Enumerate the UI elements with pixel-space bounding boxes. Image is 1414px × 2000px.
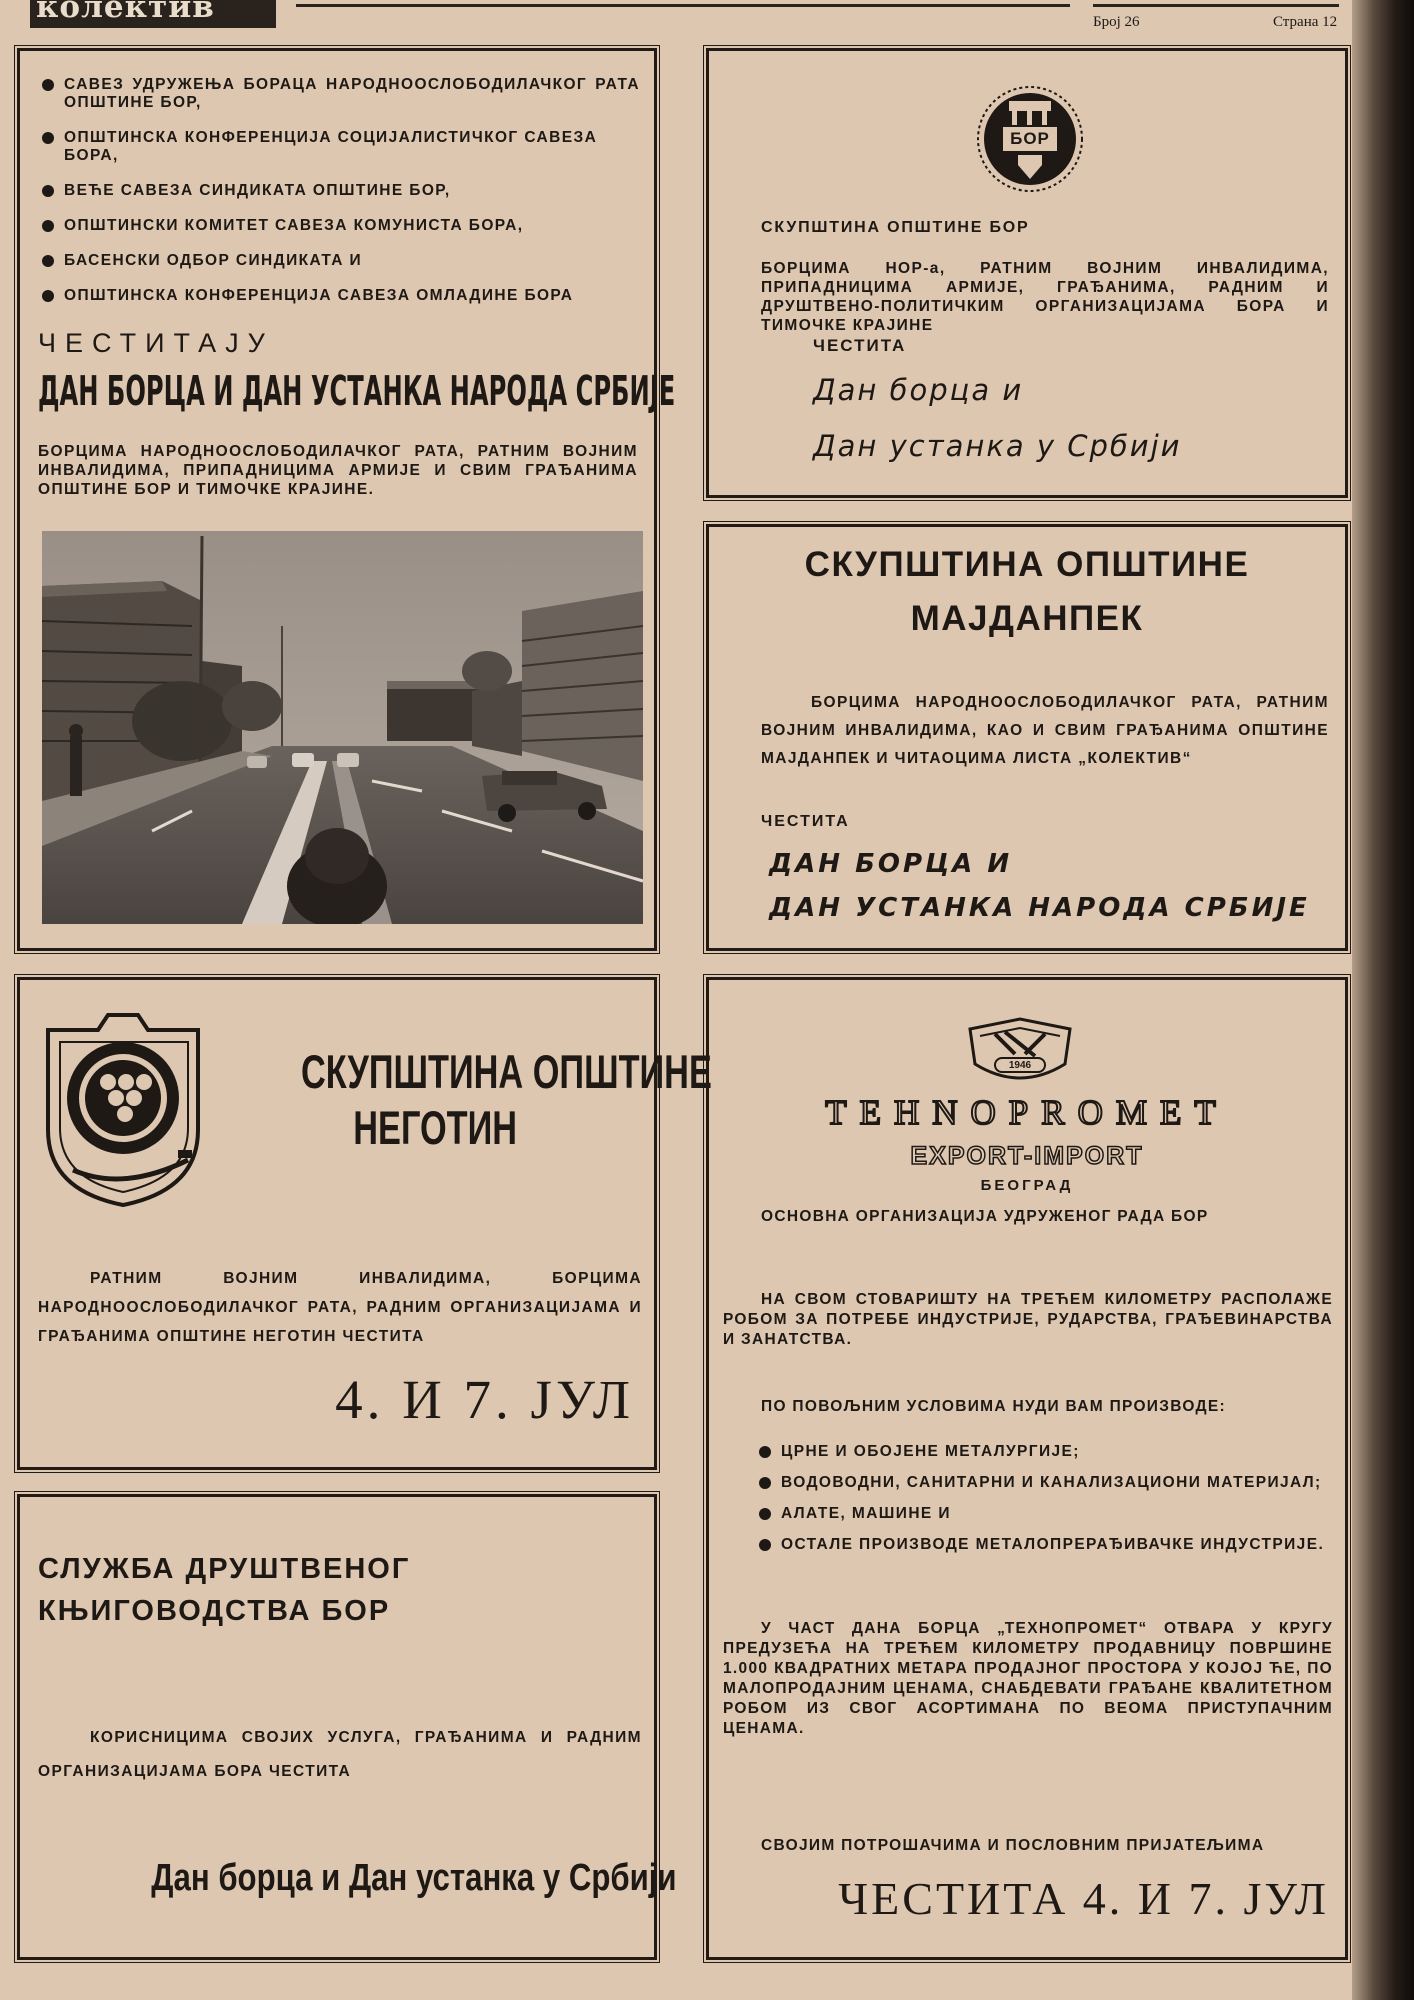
bullet-icon <box>42 220 54 232</box>
headline: ДАН БОРЦА И ДАН УСТАНКА НАРОДА СРБИЈЕ <box>38 367 676 415</box>
organization-item: ОПШТИНСКИ КОМИТЕТ САВЕЗА КОМУНИСТА БОРА, <box>40 217 640 235</box>
binding-shadow <box>1352 0 1414 2000</box>
greeting-verb: ЧЕСТИТА <box>813 336 907 355</box>
ad-skupstina-bor <box>706 48 1348 498</box>
product-item: ВОДОВОДНИ, САНИТАРНИ И КАНАЛИЗАЦИОНИ МАТЕРИЈАЛ; <box>757 1474 1335 1492</box>
ad-skupstina-majdanpek <box>706 524 1348 951</box>
product-item: ЦРНЕ И ОБОЈЕНЕ МЕТАЛУРГИЈЕ; <box>757 1443 1335 1461</box>
logo-year: 1946 <box>1008 1060 1032 1071</box>
title-line-2: МАЈДАНПЕК <box>910 599 1144 638</box>
newspaper-masthead: колектив <box>30 0 276 28</box>
bor-street-photo <box>42 531 643 924</box>
brand-name: TEHNOPROMET <box>825 1093 1229 1132</box>
title-line-2: НЕГОТИН <box>353 1101 517 1154</box>
shop-paragraph: У ЧАСТ ДАНА БОРЦА „ТЕХНОПРОМЕТ“ ОТВАРА У КРУГУ ПРЕДУЗЕЋА НА ТРЕЋЕМ КИЛОМЕТРУ ПРОДАВНИЦУ ПОВРШИНЕ 1.000 КВАДРАТНИХ МЕТАРА ПРОДАЈНОГ ПРОСТОРА У КОЈОЈ ЋЕ, ПО МАЛОПРОДАЈНИМ ЦЕНАМА, СНАБДЕВАТИ ГРАЂАНЕ КВАЛИТЕТНОМ РОБОМ ИЗ СВОГ АСОРТИМАНА ПО ВЕОМА ПРИСТУПАЧНИМ ЦЕНАМА. <box>723 1620 1333 1737</box>
recipients-text: БОРЦИМА НОР-а, РАТНИМ ВОЈНИМ ИНВАЛИДИМА, ПРИПАДНИЦИМА АРМИЈЕ, ГРАЂАНИМА, РАДНИМ И ДРУШТВЕНО-ПОЛИТИЧКИМ ОРГАНИЗАЦИЈАМА БОРА И ТИМОЧКЕ КРАЈИНЕ <box>761 260 1329 334</box>
greeting-text: КОРИСНИЦИМА СВОЈИХ УСЛУГА, ГРАЂАНИМА И РАДНИМ ОРГАНИЗАЦИЈАМА БОРА ЧЕСТИТА <box>38 1729 642 1780</box>
issue-number: Број 26 <box>1093 14 1140 30</box>
stock-paragraph: НА СВОМ СТОВАРИШТУ НА ТРЕЋЕМ КИЛОМЕТРУ РАСПОЛАЖЕ РОБОМ ЗА ПОТРЕБЕ ИНДУСТРИЈЕ, РУДАРСТВА, ГРАЂЕВИНАРСТВА И ЗАНАТСТВА. <box>723 1291 1333 1348</box>
closing-line: СВОЈИМ ПОТРОШАЧИМА И ПОСЛОВНИМ ПРИЈАТЕЉИМА <box>761 1837 1265 1854</box>
ad-skupstina-negotin <box>17 977 712 1470</box>
organization-list <box>40 76 640 322</box>
product-item: ОСТАЛЕ ПРОИЗВОДЕ МЕТАЛОПРЕРАЂИВАЧКЕ ИНДУСТРИЈЕ. <box>757 1536 1335 1554</box>
title-line-1: СЛУЖБА ДРУШТВЕНОГ <box>38 1553 411 1585</box>
greeting-text: РАТНИМ ВОЈНИМ ИНВАЛИДИМА, БОРЦИМА НАРОДНООСЛОБОДИЛАЧКОГ РАТА, РАДНИМ ОРГАНИЗАЦИЈАМА И ГРАЂАНИМА ОПШТИНЕ НЕГОТИН ЧЕСТИТА <box>38 1270 642 1345</box>
product-list <box>757 1443 1335 1567</box>
issuer-name: СКУПШТИНА ОПШТИНЕ БОР <box>761 219 1030 236</box>
recipients-text: БОРЦИМА НАРОДНООСЛОБОДИЛАЧКОГ РАТА, РАТНИМ ВОЈНИМ ИНВАЛИДИМА, КАО И СВИМ ГРАЂАНИМА ОПШТИНЕ МАЈДАНПЕК И ЧИТАОЦИМА ЛИСТА „КОЛЕКТИВ“ <box>761 694 1329 767</box>
ad-sdk-bor <box>17 1494 677 1960</box>
greeting-line: Дан борца и Дан устанка у Србији <box>151 1857 677 1899</box>
product-item: АЛАТЕ, МАШИНЕ И <box>757 1505 1335 1523</box>
greeting-verb: ЧЕСТИТА <box>761 813 850 830</box>
organization-item: ОПШТИНСКА КОНФЕРЕНЦИЈА САВЕЗА ОМЛАДИНЕ БОРА <box>40 287 640 305</box>
closing-greeting: ЧЕСТИТА 4. И 7. ЈУЛ <box>838 1873 1329 1924</box>
bullet-icon <box>42 255 54 267</box>
page-number: Страна 12 <box>1273 14 1338 30</box>
bullet-icon <box>759 1446 771 1458</box>
ad-tehnopromet <box>706 977 1348 1960</box>
recipients-text: БОРЦИМА НАРОДНООСЛОБОДИЛАЧКОГ РАТА, РАТНИМ ВОЈНИМ ИНВАЛИДИМА, ПРИПАДНИЦИМА АРМИЈЕ И СВИМ ГРАЂАНИМА ОПШТИНЕ БОР И ТИМОЧКЕ КРАЈИНЕ. <box>38 443 638 498</box>
greeting-line-2: ДАН УСТАНКА НАРОДА СРБИЈЕ <box>769 893 1310 923</box>
organization-item: БАСЕНСКИ ОДБОР СИНДИКАТА И <box>40 252 640 270</box>
organization-item: САВЕЗ УДРУЖЕЊА БОРАЦА НАРОДНООСЛОБОДИЛАЧКОГ РАТА ОПШТИНЕ БОР, <box>40 76 640 112</box>
title-line-2: КЊИГОВОДСТВА БОР <box>38 1595 391 1627</box>
bullet-icon <box>42 132 54 144</box>
logo-text: БОР <box>1010 129 1050 148</box>
greeting-verb: ЧЕСТИТАЈУ <box>38 328 274 358</box>
greeting-date: 4. И 7. ЈУЛ <box>335 1369 634 1430</box>
greeting-line-1: ДАН БОРЦА И <box>769 849 1013 879</box>
bullet-icon <box>42 185 54 197</box>
bullet-icon <box>759 1477 771 1489</box>
masthead-rule <box>296 4 1070 7</box>
tehnopromet-logo-icon <box>965 1014 1075 1092</box>
organization-item: ВЕЋЕ САВЕЗА СИНДИКАТА ОПШТИНЕ БОР, <box>40 182 640 200</box>
bullet-icon <box>759 1539 771 1551</box>
greeting-line-1: Дан борца и <box>813 373 1024 407</box>
title-line-1: СКУПШТИНА ОПШТИНЕ <box>300 1045 712 1098</box>
ad-bor-organizations <box>17 48 676 951</box>
brand-city: БЕОГРАД <box>980 1177 1074 1194</box>
bullet-icon <box>42 290 54 302</box>
greeting-line-2: Дан устанка у Србији <box>813 429 1182 463</box>
unit-name: ОСНОВНА ОРГАНИЗАЦИЈА УДРУЖЕНОГ РАДА БОР <box>761 1208 1209 1225</box>
title-line-1: СКУПШТИНА ОПШТИНЕ <box>804 545 1250 584</box>
bullet-icon <box>42 79 54 91</box>
masthead-rule-right <box>1093 4 1339 7</box>
brand-subtitle: EXPORT-IMPORT <box>910 1142 1144 1170</box>
organization-item: ОПШТИНСКА КОНФЕРЕНЦИЈА СОЦИЈАЛИСТИЧКОГ САВЕЗА БОРА, <box>40 129 640 165</box>
bullet-icon <box>759 1508 771 1520</box>
bor-emblem <box>976 85 1084 193</box>
offer-intro: ПО ПОВОЉНИМ УСЛОВИМА НУДИ ВАМ ПРОИЗВОДЕ: <box>761 1398 1226 1415</box>
negotin-coat-of-arms-icon <box>38 1010 208 1210</box>
